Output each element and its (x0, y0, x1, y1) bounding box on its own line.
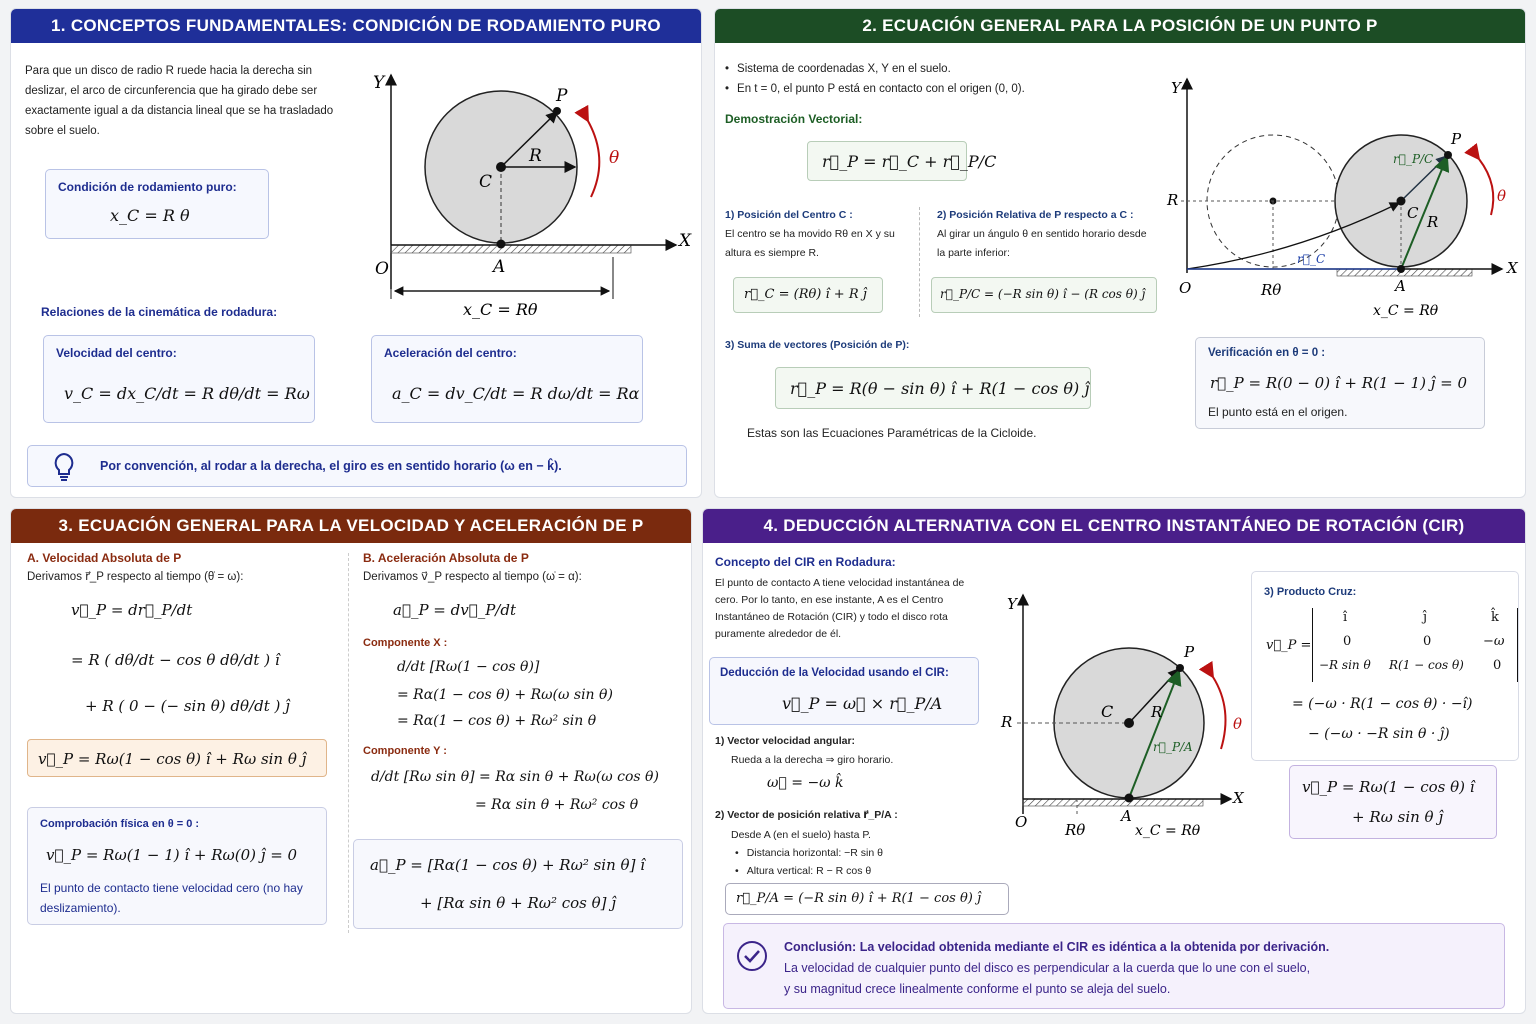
rolling-disk-figure (351, 59, 696, 319)
fig4-p-label: P (1184, 643, 1195, 661)
conclusion-line-1: Conclusión: La velocidad obtenida mediante el CIR es idéntica a la obtenida por derivación. (784, 940, 1330, 954)
verification-box (1195, 337, 1485, 429)
panel-1-title: 1. CONCEPTOS FUNDAMENTALES: CONDICIÓN DE RODAMIENTO PURO (11, 9, 701, 43)
step2-title: 2) Posición Relativa de P respecto a C : (937, 209, 1134, 221)
fig4-distance-label: x_C = Rθ (1135, 823, 1201, 839)
check-title: Comprobación física en θ = 0 : (40, 818, 200, 830)
fig2-y-label: Y (1171, 79, 1181, 97)
check-circle-icon (736, 940, 768, 972)
fig1-a-label: A (493, 257, 506, 277)
cir-deduction-eq: v⃗_P = ω⃗ × r⃗_P/A (782, 694, 943, 713)
fig2-a-label: A (1395, 277, 1406, 295)
velocity-result: v⃗_P = Rω(1 − cos θ) î + Rω sin θ ĵ (38, 750, 307, 768)
cross-line-2: − (−ω · −R sin θ · ĵ) (1308, 726, 1450, 742)
condition-box (45, 169, 269, 239)
cross-title: 3) Producto Cruz: (1264, 586, 1357, 598)
conclusion-line-3: y su magnitud crece linealmente conforme el punto se aleja del suelo. (784, 982, 1171, 996)
matrix-cell-3: k̂ (1491, 610, 1499, 625)
bullet-coords: • Sistema de coordenadas X, Y en el suelo. (725, 59, 951, 79)
step1-title: 1) Posición del Centro C : (725, 209, 853, 221)
fig2-r-axis-label: R (1167, 191, 1179, 209)
fig4-r-label: R (1151, 703, 1163, 721)
velocity-line-3: + R ( 0 − (− sin θ) dθ/dt ) ĵ (85, 697, 290, 715)
fig1-theta-label: θ (609, 148, 620, 168)
fig2-rpc-label: r⃗_P/C (1393, 152, 1434, 166)
component-y-2: = Rα sin θ + Rω² cos θ (475, 797, 639, 813)
panel-position (714, 8, 1526, 498)
verification-title: Verificación en θ = 0 : (1208, 347, 1326, 359)
panel-rolling-conditions (10, 8, 702, 498)
fig2-x-label: X (1507, 259, 1518, 277)
main-vector-eq: r⃗_P = r⃗_C + r⃗_P/C (822, 152, 997, 171)
panel-2-title: 2. ECUACIÓN GENERAL PARA LA POSICIÓN DE UN PUNTO P (715, 9, 1525, 43)
tip-text: Por convención, al rodar a la derecha, el giro es en sentido horario (ω en − k̂). (100, 459, 562, 473)
fig1-c-label: C (479, 172, 493, 192)
cross-lhs: v⃗_P = (1266, 638, 1312, 653)
fig4-c-label: C (1101, 702, 1114, 721)
cir-step2-eq: r⃗_P/A = (−R sin θ) î + R(1 − cos θ) ĵ (736, 891, 982, 906)
cir-step1-title: 1) Vector velocidad angular: (715, 735, 856, 747)
matrix-cell-8: R(1 − cos θ) (1389, 658, 1464, 672)
intro-text: Para que un disco de radio R ruede hacia la derecha sin deslizar, el arco de circunferencia que ha girado debe ser exactamente igual a da distancia lineal que se ha trasladado sobre el suelo. (25, 65, 334, 137)
acceleration-equation: a_C = dv_C/dt = R dω/dt = Rα (392, 384, 640, 403)
col-divider (348, 553, 349, 933)
fig4-x-label: X (1233, 789, 1244, 807)
fig1-distance-label: x_C = Rθ (463, 300, 538, 319)
cir-result-2: + Rω sin θ ĵ (1352, 808, 1444, 826)
step1-eq: r⃗_C = (Rθ) î + R ĵ (744, 287, 867, 302)
fig2-origin-label: O (1179, 279, 1192, 297)
fig2-rtheta-label: Rθ (1261, 281, 1282, 299)
acceleration-intro: Derivamos v⃗_P respecto al tiempo (ω̇ = α): (363, 571, 582, 583)
matrix-cell-2: ĵ (1423, 610, 1428, 625)
fig4-a-label: A (1121, 807, 1132, 825)
determinant-matrix (1312, 608, 1518, 682)
fig4-origin-label: O (1015, 813, 1028, 831)
fig2-c-label: C (1407, 204, 1419, 222)
step2-block (937, 209, 1147, 263)
cir-step2-bullet-1: • Distancia horizontal: −R sin θ (735, 844, 883, 863)
acceleration-line-1: a⃗_P = dv⃗_P/dt (393, 601, 516, 619)
matrix-cell-4: 0 (1343, 634, 1352, 649)
acceleration-section-title: B. Aceleración Absoluta de P (363, 551, 529, 565)
main-vector-eq-box (807, 141, 997, 181)
velocity-intro: Derivamos r⃗_P respecto al tiempo (θ̇ = ω): (27, 571, 244, 583)
acceleration-box (371, 335, 643, 423)
velocity-box (43, 335, 315, 423)
step2-eq-box (931, 277, 1157, 313)
verification-text: El punto está en el origen. (1208, 405, 1348, 419)
fig1-origin-label: O (375, 259, 389, 279)
fig2-p-label: P (1451, 130, 1462, 148)
cir-step1-text: Rueda a la derecha ⇒ giro horario. (731, 754, 894, 766)
cir-deduction-box (709, 657, 979, 725)
cir-concept-text: El punto de contacto A tiene velocidad instantánea de cero. Por lo tanto, en ese instante, A es el Centro Instantáneo de Rotación (CIR) y todo el disco rota puramente alrededor de él. (715, 577, 965, 640)
panel-3-title: 3. ECUACIÓN GENERAL PARA LA VELOCIDAD Y ACELERACIÓN DE P (11, 509, 691, 543)
fig4-rpa-label: r⃗_P/A (1153, 740, 1193, 754)
cir-step2-eq-box (725, 883, 1009, 915)
fig4-r-axis-label: R (1001, 713, 1013, 731)
cir-deduction-title: Deducción de la Velocidad usando el CIR: (720, 667, 949, 679)
fig1-r-label: R (529, 146, 542, 166)
acceleration-label: Aceleración del centro: (384, 346, 517, 360)
acceleration-result-2: + [Rα sin θ + Rω² cos θ] ĵ (420, 894, 616, 912)
component-x-2: = Rα(1 − cos θ) + Rω(ω sin θ) (397, 687, 613, 703)
cycloid-note: Estas son las Ecuaciones Paramétricas de la Cicloide. (747, 426, 1037, 440)
cir-step2-bullet-2: • Altura vertical: R − R cos θ (735, 862, 871, 881)
check-eq: v⃗_P = Rω(1 − 1) î + Rω(0) ĵ = 0 (46, 846, 298, 864)
cir-step1-eq: ω⃗ = −ω k̂ (767, 775, 844, 791)
velocity-line-2: = R ( dθ/dt − cos θ dθ/dt ) î (71, 651, 280, 669)
demo-label: Demostración Vectorial: (725, 112, 863, 126)
cross-product-block (1251, 571, 1519, 761)
panel-4-title: 4. DEDUCCIÓN ALTERNATIVA CON EL CENTRO INSTANTÁNEO DE ROTACIÓN (CIR) (703, 509, 1525, 543)
step3-eq: r⃗_P = R(θ − sin θ) î + R(1 − cos θ) ĵ (790, 379, 1090, 398)
cir-result-1: v⃗_P = Rω(1 − cos θ) î (1302, 778, 1475, 796)
check-text: El punto de contacto tiene velocidad cero (no hay deslizamiento). (40, 881, 303, 915)
fig1-x-label: X (679, 231, 692, 251)
fig2-rc-label: r⃗_C (1297, 252, 1326, 266)
physical-check-box (27, 807, 327, 925)
step-divider (919, 207, 920, 317)
fig4-y-label: Y (1007, 595, 1017, 613)
matrix-cell-5: 0 (1423, 634, 1432, 649)
fig2-theta-label: θ (1497, 187, 1507, 205)
cycloid-figure (1157, 63, 1526, 333)
component-y-1: d/dt [Rω sin θ] = Rα sin θ + Rω(ω cos θ) (371, 769, 659, 785)
condition-label: Condición de rodamiento puro: (58, 180, 237, 194)
matrix-cell-6: −ω (1483, 634, 1505, 649)
component-x-3: = Rα(1 − cos θ) + Rω² sin θ (397, 713, 597, 729)
relations-label: Relaciones de la cinemática de rodadura: (41, 305, 278, 319)
cir-result-box (1289, 765, 1497, 839)
velocity-label: Velocidad del centro: (56, 346, 177, 360)
velocity-result-box (27, 739, 327, 777)
velocity-line-1: v⃗_P = dr⃗_P/dt (71, 601, 193, 619)
cir-concept-title: Concepto del CIR en Rodadura: (715, 555, 896, 569)
acceleration-result-1: a⃗_P = [Rα(1 − cos θ) + Rω² sin θ] î (370, 856, 645, 874)
verification-eq: r⃗_P = R(0 − 0) î + R(1 − 1) ĵ = 0 (1210, 374, 1467, 392)
velocity-section-title: A. Velocidad Absoluta de P (27, 551, 182, 565)
convention-tip (27, 445, 687, 487)
velocity-equation: v_C = dx_C/dt = R dθ/dt = Rω (64, 384, 310, 403)
fig4-theta-label: θ (1233, 715, 1243, 733)
fig2-distance-label: x_C = Rθ (1373, 303, 1439, 319)
lightbulb-icon (52, 452, 76, 482)
step3-title: 3) Suma de vectores (Posición de P): (725, 339, 910, 351)
component-x-title: Componente X : (363, 637, 448, 649)
matrix-cell-9: 0 (1493, 658, 1502, 673)
component-x-1: d/dt [Rω(1 − cos θ)] (397, 659, 540, 675)
fig2-r-label: R (1427, 213, 1439, 231)
acceleration-result-box (353, 839, 683, 929)
step1-eq-box (733, 277, 883, 313)
fig1-y-label: Y (373, 73, 385, 93)
conclusion-line-2: La velocidad de cualquier punto del disco es perpendicular a la cuerda que lo une con el suelo, (784, 961, 1311, 975)
step2-text: Al girar un ángulo θ en sentido horario desde la parte inferior: (937, 228, 1147, 259)
step2-eq: r⃗_P/C = (−R sin θ) î − (R cos θ) ĵ (940, 287, 1146, 301)
condition-equation: x_C = R θ (110, 206, 190, 225)
cir-step2-text: Desde A (en el suelo) hasta P. (731, 829, 871, 841)
panel-velocity-acceleration (10, 508, 692, 1014)
step1-block (725, 209, 921, 263)
step3-eq-box (775, 367, 1091, 409)
fig1-p-label: P (556, 86, 568, 106)
step1-text: El centro se ha movido Rθ en X y su altura es siempre R. (725, 228, 895, 259)
bullet-initial: • En t = 0, el punto P está en contacto con el origen (0, 0). (725, 79, 1025, 99)
conclusion-box (723, 923, 1505, 1009)
matrix-cell-7: −R sin θ (1319, 658, 1371, 672)
cir-figure (993, 579, 1251, 859)
component-y-title: Componente Y : (363, 745, 447, 757)
matrix-cell-1: î (1343, 610, 1348, 625)
panel-cir (702, 508, 1526, 1014)
cir-step2-title: 2) Vector de posición relativa r⃗_P/A : (715, 809, 898, 821)
cross-line-1: = (−ω · R(1 − cos θ) · −î) (1292, 696, 1473, 712)
fig4-rtheta-label: Rθ (1065, 821, 1086, 839)
